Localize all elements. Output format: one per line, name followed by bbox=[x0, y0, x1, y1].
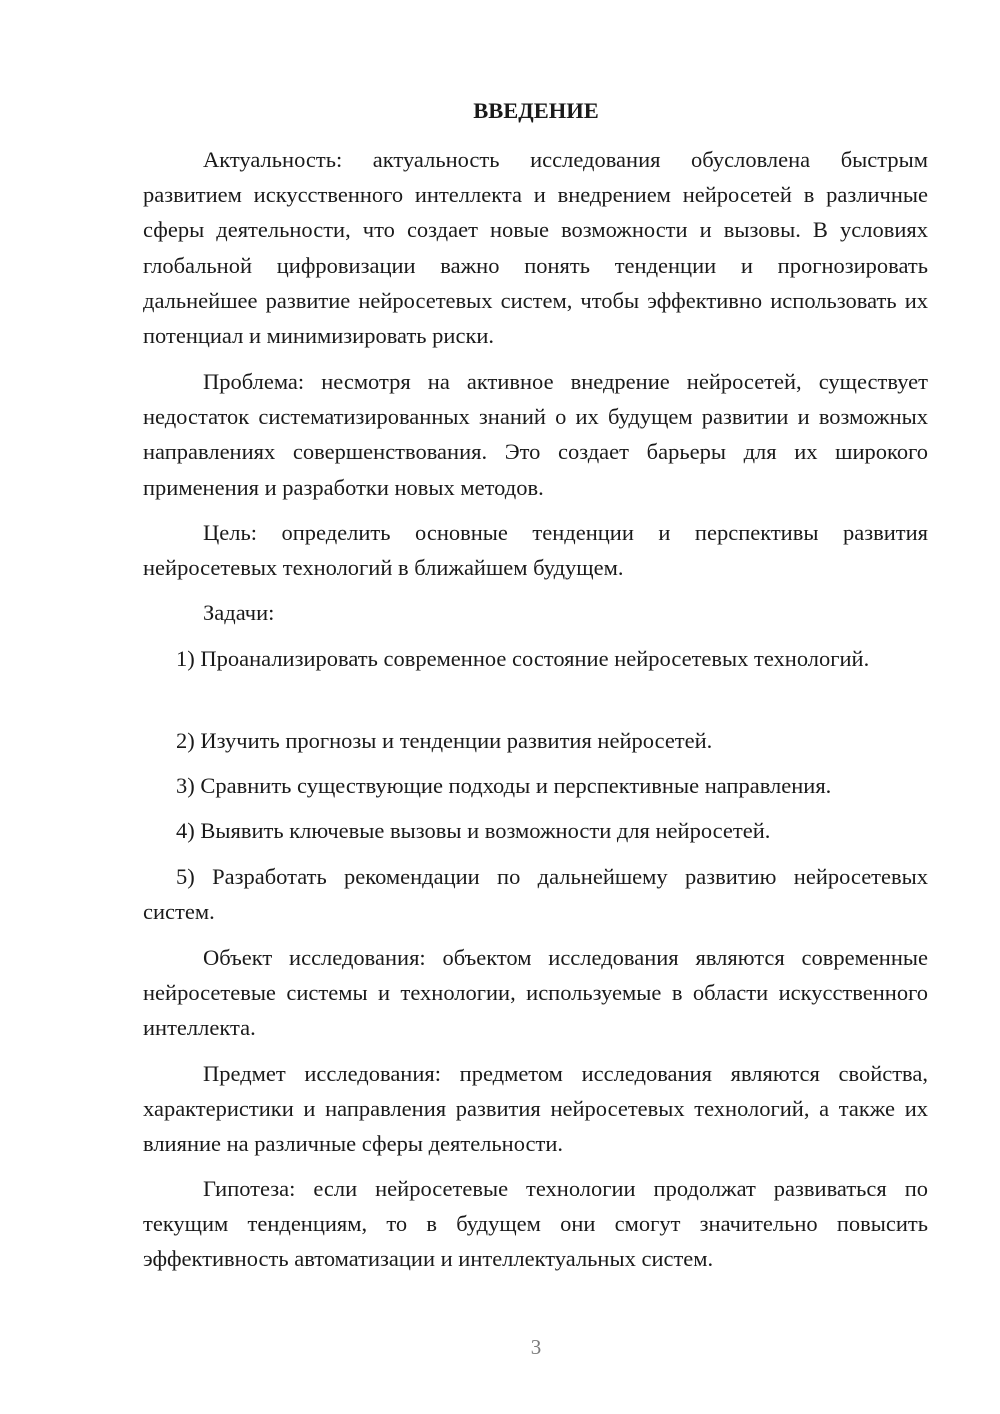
paragraph-subject: Предмет исследования: предметом исследования являются свойства, характеристики и направления развития нейросетевых технологий, а также их влияние на различные сферы деятельности. bbox=[143, 1061, 928, 1157]
page-number: 3 bbox=[530, 1335, 542, 1359]
paragraph-hypothesis: Гипотеза: если нейросетевые технологии продолжат развиваться по текущим тенденциям, то в будущем они смогут значительно повысить эффективность автоматизации и интеллектуальных систем. bbox=[143, 1176, 928, 1272]
paragraph-goal: Цель: определить основные тенденции и перспективы развития нейросетевых технологий в ближайшем будущем. bbox=[143, 520, 928, 581]
paragraph-problem: Проблема: несмотря на активное внедрение нейросетей, существует недостаток систематизированных знаний о их будущем развитии и возможных направлениях совершенствования. Это создает барьеры для их широкого применения и разработки новых методов. bbox=[143, 369, 928, 500]
paragraph-relevance: Актуальность: актуальность исследования обусловлена быстрым развитием искусственного интеллекта и внедрением нейросетей в различные сферы деятельности, что создает новые возможности и вызовы. В условиях глобальной цифровизации важно понять тенденции и прогнозировать дальнейшее развитие нейросетевых систем, чтобы эффективно использовать их потенциал и минимизировать риски. bbox=[143, 147, 928, 349]
task-item-2: 2) Изучить прогнозы и тенденции развития нейросетей. bbox=[176, 728, 713, 753]
paragraph-object: Объект исследования: объектом исследования являются современные нейросетевые системы и технологии, используемые в области искусственного интеллекта. bbox=[143, 945, 928, 1041]
task-item-1: 1) Проанализировать современное состояние нейросетевых технологий. bbox=[176, 646, 870, 671]
tasks-heading: Задачи: bbox=[203, 600, 275, 625]
task-item-4: 4) Выявить ключевые вызовы и возможности для нейросетей. bbox=[176, 818, 771, 843]
task-item-3: 3) Сравнить существующие подходы и перспективные направления. bbox=[176, 773, 832, 798]
task-item-5: 5) Разработать рекомендации по дальнейшему развитию нейросетевых систем. bbox=[143, 864, 928, 925]
section-title: ВВЕДЕНИЕ bbox=[473, 98, 599, 123]
